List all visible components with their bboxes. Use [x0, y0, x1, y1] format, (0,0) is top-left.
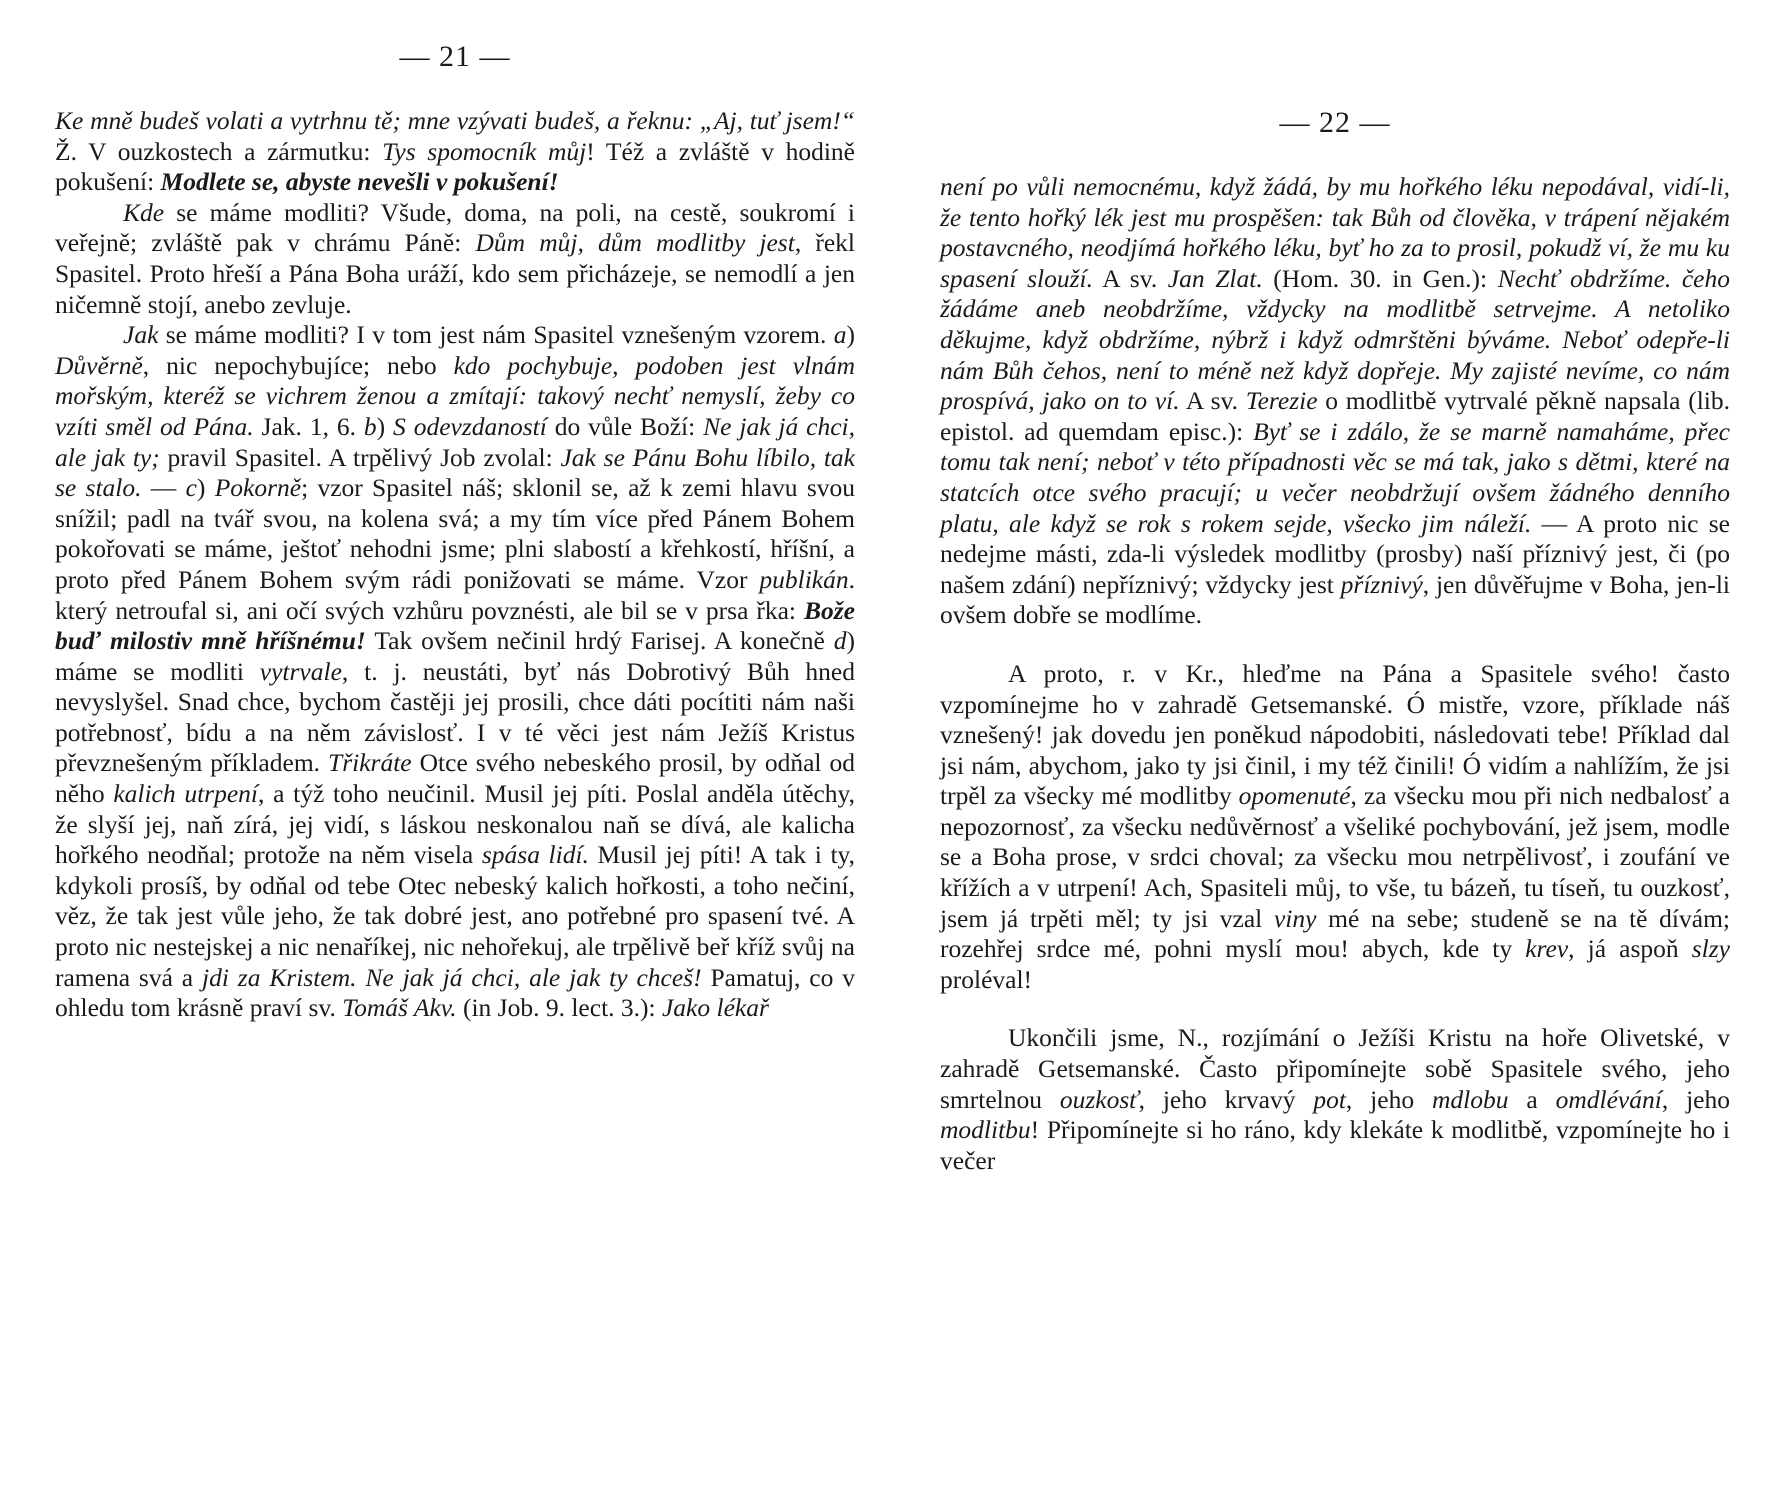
- emphasis: Ne jak já chci, ale jak ty;: [55, 411, 855, 472]
- emphasis: Jan Zlat.: [1167, 263, 1263, 293]
- text-run: ) máme se modliti: [55, 626, 856, 686]
- text-run: o modlitbě vytrvalé pěkně napsala (lib. epistol. ad quemdam episc.):: [940, 386, 1730, 446]
- emphasis: b: [363, 411, 377, 441]
- emphasis: krev: [1525, 934, 1569, 964]
- paragraph: [940, 172, 1730, 631]
- text-run: ): [846, 320, 855, 350]
- text-run: (in Job. 9. lect. 3.):: [456, 993, 662, 1023]
- emphasis: opomenuté: [1238, 781, 1351, 811]
- emphasis: a: [833, 320, 847, 350]
- text-run: , jeho: [1345, 1084, 1432, 1114]
- emphasis: c: [185, 473, 197, 503]
- emphasis: Nechť obdržíme. čeho žádáme aneb neobdržíme, vždycky na modlitbě setrvejme. A netoliko děkujme, když obdržíme, nýbrž i když odmrštěni býváme. Neboť odepře-li nám Bůh čehos, není to méně než když dopřeje. My zajisté nevíme, co nám prospívá, jako on to ví.: [940, 263, 1730, 416]
- text-run: , já aspoň: [1568, 934, 1692, 964]
- emphasis-bold: Bože buď milostiv mně hříšnému!: [55, 595, 855, 656]
- text-run: , a týž toho neučinil. Musil jej píti. Poslal anděla útěchy, že slyší jej, naň zírá, jej vidí, s láskou neskonalou naň se dívá, ale kalicha hořkého neodňal; protože na něm visela: [55, 779, 855, 870]
- text-run: Ukončili jsme, N., rozjímání o Ježíši Kristu na hoře Olivetské, v zahradě Getsemanské. Často připomínejte sobě Spasitele svého, jeho smrtelnou: [940, 1023, 1730, 1114]
- text-run: Ž. V ouzkostech a zármutku:: [55, 136, 383, 166]
- emphasis: Terezie: [1245, 386, 1318, 416]
- emphasis-bold: Modlete se, abyste nevešli v pokušení!: [160, 167, 559, 197]
- emphasis: Tomáš Akv.: [342, 993, 457, 1023]
- page-number: — 21 —: [399, 40, 511, 73]
- text-run: Pamatuj, co v ohledu tom krásně praví sv.: [55, 962, 856, 1023]
- emphasis: omdlévání: [1555, 1084, 1662, 1114]
- text-run: pravil Spasitel. A trpělivý Job zvolal:: [159, 442, 561, 472]
- text-run: a: [1508, 1084, 1556, 1114]
- text-run: do vůle Boží:: [546, 411, 704, 441]
- paragraph: [940, 1023, 1730, 1176]
- paragraph: [55, 320, 855, 1024]
- text-run: mé na sebe; studeně se na tě dívám; rozehřej srdce mé, pohni myslí mou! abych, kde ty: [940, 903, 1730, 964]
- emphasis: Jak se Pánu Bohu líbilo, tak se stalo.: [55, 442, 855, 503]
- emphasis: modlitbu: [940, 1115, 1031, 1145]
- emphasis: ouzkosť: [1059, 1084, 1139, 1114]
- emphasis: Tys spomocník můj: [382, 136, 587, 166]
- emphasis: publikán: [759, 564, 849, 594]
- text-run: , jen důvěřujme v Boha, jen-li ovšem dobře se modlíme.: [940, 569, 1730, 630]
- emphasis: Dům můj, dům modlitby jest: [475, 228, 795, 258]
- emphasis: spása lidí.: [481, 840, 589, 870]
- text-run: , jeho: [1661, 1084, 1730, 1114]
- emphasis: kdo pochybuje, podoben jest vlnám mořským, kteréž se vichrem ženou a zmítají: takový nechť nemyslí, žeby co vzíti směl od Pána.: [55, 350, 856, 441]
- emphasis: d: [833, 626, 847, 656]
- text-run: — A proto nic se nedejme másti, zda-li výsledek modlitby (prosby) naší příznivý jest, či (po našem zdání) nepříznivý; vždycky jest: [940, 508, 1730, 599]
- emphasis: není po vůli nemocnému, když žádá, by mu hořkého léku nepodával, vidí-li, že tento hořký lék jest mu prospěšen: tak Bůh od člověka, v trápení nějakém postavcného, neodjímá hořkého léku, byť ho za to prosil, pokudž ví, že mu ku spasení slouží.: [940, 172, 1730, 293]
- text-run: ): [196, 473, 215, 503]
- text-run: A sv.: [1179, 386, 1246, 416]
- emphasis: Třikráte: [328, 748, 412, 778]
- text-run: ; vzor Spasitel náš; sklonil se, až k zemi hlavu svou snížil; padl na tvář svou, na kolena svá; a my tím více před Pánem Bohem pokořovati se máme, ještoť nehodni jsme; plni slabostí a křehkostí, hříšní, a proto před Pánem Bohem svým rádi ponižovati se máme. Vzor: [55, 473, 855, 594]
- text-run: se máme modliti? I v tom jest nám Spasitel vznešeným vzorem.: [158, 320, 834, 350]
- emphasis: kalich utrpení: [113, 779, 259, 809]
- text-run: ): [376, 411, 394, 441]
- text-run: , jeho krvavý: [1138, 1084, 1314, 1114]
- emphasis: příznivý: [1340, 569, 1423, 599]
- emphasis: Kde: [123, 197, 165, 227]
- emphasis: Důvěrně: [55, 350, 143, 380]
- text-run: A sv.: [1093, 263, 1168, 293]
- emphasis: mdlobu: [1431, 1084, 1509, 1114]
- text-run: Otce svého nebeského prosil, by odňal od něho: [55, 748, 855, 809]
- text-run: A proto, r. v Kr., hleďme na Pána a Spasitele svého! často vzpomínejme ho v zahradě Getsemanské. Ó mistře, vzore, příklade náš vznešený! jak dovedu jen poněkud nápodobiti, následovati tebe! Příklad dal jsi nám, abychom, jako ty jsi činil, i my též činili! Ó vidím a nahlížím, že jsi trpěl za všecky mé modlitby: [940, 658, 1730, 811]
- text-run: . který netroufal si, ani očí svých vzhůru povznésti, ale bil se v prsa řka:: [55, 564, 855, 625]
- emphasis: vytrvale: [259, 656, 342, 686]
- text-run: Jak. 1, 6.: [253, 411, 364, 441]
- body-text: [940, 172, 1730, 1176]
- emphasis: pot: [1313, 1084, 1346, 1114]
- emphasis: Ke mně budeš volati a vytrhnu tě; mne vzývati budeš, a řeknu: „Aj, tuť jsem!“: [55, 106, 855, 135]
- text-run: (Hom. 30. in Gen.):: [1262, 263, 1498, 293]
- emphasis: Byť se i zdálo, že se marně namaháme, přec tomu tak není; neboť v této případnosti věc se má tak, jako s dětmi, které na statcích otce svého pracují; u večer neobdržují ovšem žádného denního platu, ale když se rok s rokem sejde, všecko jim náleží.: [940, 416, 1730, 538]
- emphasis: slzy: [1691, 934, 1730, 964]
- emphasis: jdi za Kristem. Ne jak já chci, ale jak ty chceš!: [202, 962, 702, 992]
- emphasis: Jak: [123, 320, 159, 350]
- paragraph: [55, 106, 855, 198]
- text-run: , t. j. neustáti, byť nás Dobrotivý Bůh hned nevyslyšel. Snad chce, bychom častěji jej prosili, chce dáti pocítiti nám naši potřebnosť, bídu a na něm závislosť. I v té věci jest nám Ježíš Kristus převznešeným příkladem.: [55, 656, 855, 778]
- text-run: , řekl Spasitel. Proto hřeší a Pána Boha uráží, kdo sem přicházeje, se nemodlí a jen ničemně stojí, anebo zevluje.: [55, 228, 855, 319]
- emphasis: Pokorně: [214, 473, 302, 503]
- emphasis: S odevzdaností: [393, 411, 547, 441]
- text-run: Tak ovšem nečinil hrdý Farisej. A konečně: [365, 626, 834, 656]
- page-number: — 22 —: [1279, 106, 1391, 139]
- text-run: , za všecku mou při nich nedbalosť a nepozornosť, za všecku nedůvěrnosť a všeliké pochybování, jež jsem, modle se a Boha prose, v srdci choval; za všecku mou netrpělivosť, i zoufání ve křížích a v utrpení! Ach, Spasiteli můj, to vše, tu bázeň, tu tíseň, tu ouzkosť, jsem já trpěti měl; ty jsi vzal: [940, 781, 1730, 933]
- text-run: , nic nepochybujíce; nebo: [142, 350, 454, 380]
- paragraph: [55, 198, 855, 320]
- text-run: proléval!: [940, 964, 1033, 994]
- body-text: [55, 106, 855, 1024]
- text-run: ! Též a zvláště v hodině pokušení:: [55, 136, 856, 197]
- text-run: se máme modliti? Všude, doma, na poli, na cestě, soukromí i veřejně; zvláště pak v chrámu Páně:: [55, 197, 855, 258]
- text-run: Musil jej píti! A tak i ty, kdykoli prosíš, by odňal od tebe Otec nebeský kalich hořkosti, a toho nečiní, věz, že tak jest vůle jeho, že tak dobré jest, ano potřebné pro spasení tvé. A proto nic nestejskej a nic nenaříkej, nic nehořekuj, ale trpělivě beř kříž svůj na ramena svá a: [55, 840, 855, 992]
- emphasis: Jako lékař: [661, 993, 769, 1023]
- paragraph: [940, 659, 1730, 996]
- text-run: —: [141, 473, 186, 503]
- emphasis: viny: [1273, 903, 1317, 933]
- text-run: ! Připomínejte si ho ráno, kdy klekáte k modlitbě, vzpomínejte ho i večer: [940, 1115, 1730, 1175]
